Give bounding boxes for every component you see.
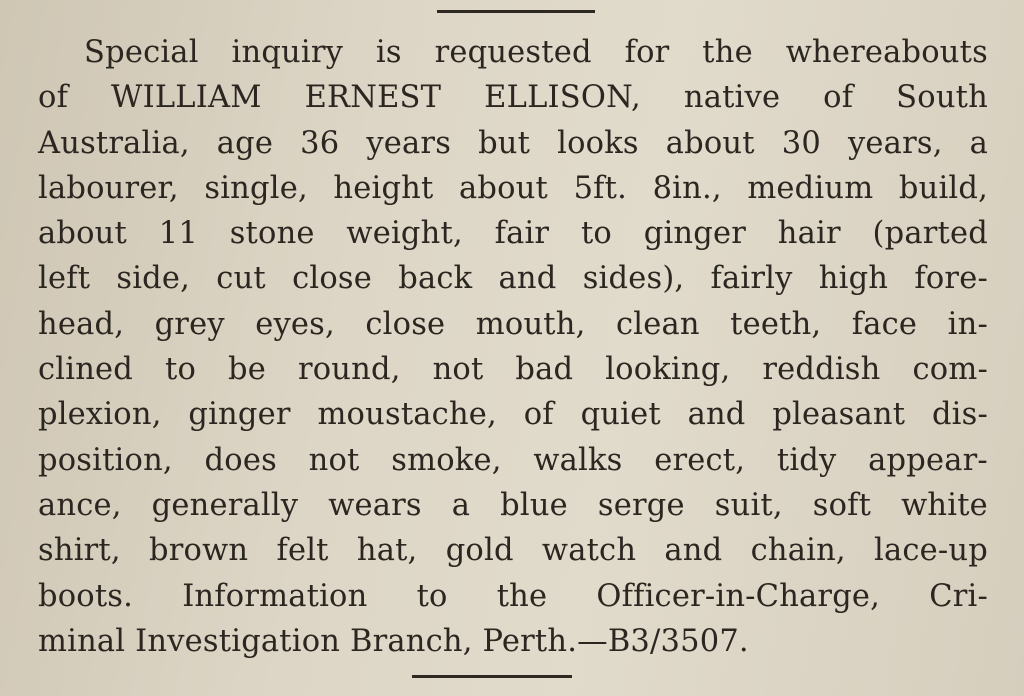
notice-line: shirt, brown felt hat, gold watch and chain, lace-up [38, 533, 988, 569]
notice-line: about 11 stone weight, fair to ginger hair (parted [38, 216, 988, 252]
notice-line: Special inquiry is requested for the whereabouts [84, 35, 988, 70]
notice-line: minal Investigation Branch, Perth.—B3/3507. [38, 623, 749, 659]
notice-line: ance, generally wears a blue serge suit, soft white [38, 487, 988, 523]
notice-line: position, does not smoke, walks erect, tidy appear- [38, 442, 988, 478]
top-divider-rule [437, 10, 595, 13]
notice-line: labourer, single, height about 5ft. 8in., medium build, [38, 170, 988, 206]
notice-line: Australia, age 36 years but looks about 30 years, a [38, 125, 988, 161]
notice-line: clined to be round, not bad looking, reddish com- [38, 352, 988, 388]
notice-line: left side, cut close back and sides), fairly high fore- [38, 261, 988, 297]
bottom-divider-rule [412, 675, 572, 678]
missing-person-notice [38, 30, 988, 664]
notice-line: boots. Information to the Officer-in-Charge, Cri- [38, 578, 988, 614]
notice-line: of WILLIAM ERNEST ELLISON, native of South [38, 80, 988, 116]
notice-line: head, grey eyes, close mouth, clean teeth, face in- [38, 306, 988, 342]
notice-line: plexion, ginger moustache, of quiet and pleasant dis- [38, 397, 988, 433]
